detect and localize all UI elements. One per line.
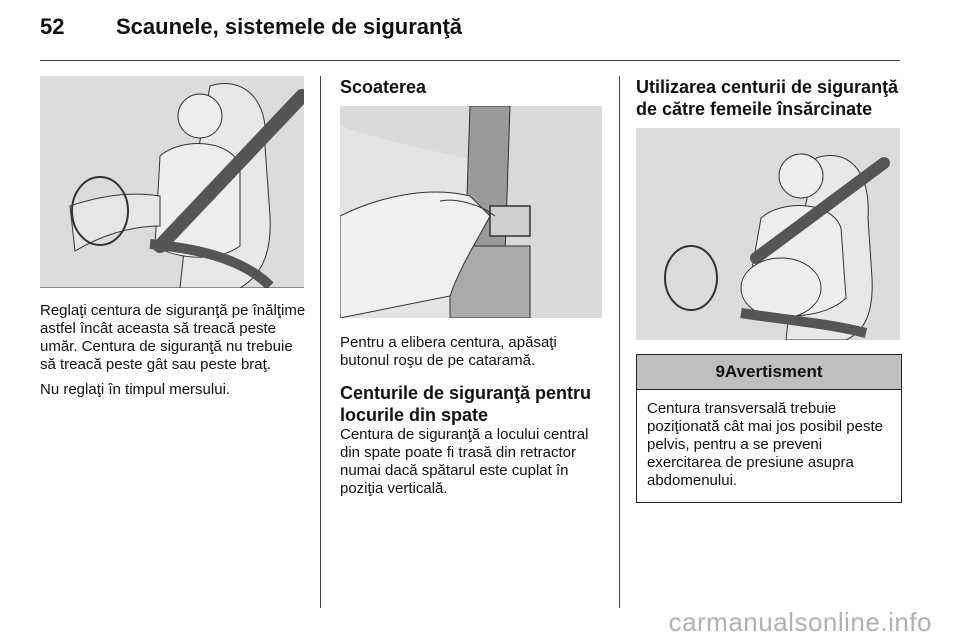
column-divider (320, 76, 321, 608)
warning-icon: 9 (715, 362, 725, 381)
warning-title: Avertisment (724, 362, 823, 381)
column-divider (619, 76, 620, 608)
warning-text: Centura transversală trebuie poziţionată cât mai jos posibil peste pelvis, pentru a se preveni exercitarea de presiune asupra abdomenului. (647, 400, 883, 489)
col2-paragraph: Pentru a elibera centura, apăsaţi butonul roşu de pe cataramă. (340, 334, 557, 369)
section-heading: Utilizarea centurii de siguranţă de către femeile însărcinate (636, 77, 899, 119)
page-header (40, 14, 462, 40)
section-heading: Centurile de siguranţă pentru locurile din spate (340, 383, 592, 425)
column-middle (340, 76, 606, 498)
page-number: 52 (40, 14, 65, 39)
column-right (636, 76, 902, 503)
column-left (40, 76, 306, 399)
col1-paragraph: Reglaţi centura de siguranţă pe înălţime astfel încât aceasta să treacă peste umăr. Centura de siguranţă nu trebuie să treacă peste gât sau peste braţ. (40, 302, 306, 373)
col2-paragraph: Centura de siguranţă a locului central din spate poate fi trasă din retractor numai dacă spătarul este cuplat în poziţia verticală. (340, 426, 589, 497)
col1-paragraph: Nu reglaţi în timpul mersului. (40, 381, 231, 398)
header-divider (40, 60, 900, 61)
page-title: Scaunele, sistemele de siguranţă (116, 14, 463, 39)
pregnant-seatbelt-illustration (636, 128, 900, 340)
section-heading: Scoaterea (340, 77, 427, 97)
warning-box (636, 354, 902, 503)
warning-header (637, 355, 901, 390)
watermark: carmanualsonline.info (668, 607, 932, 637)
seatbelt-adjustment-illustration (40, 76, 304, 288)
buckle-release-illustration (340, 106, 602, 318)
